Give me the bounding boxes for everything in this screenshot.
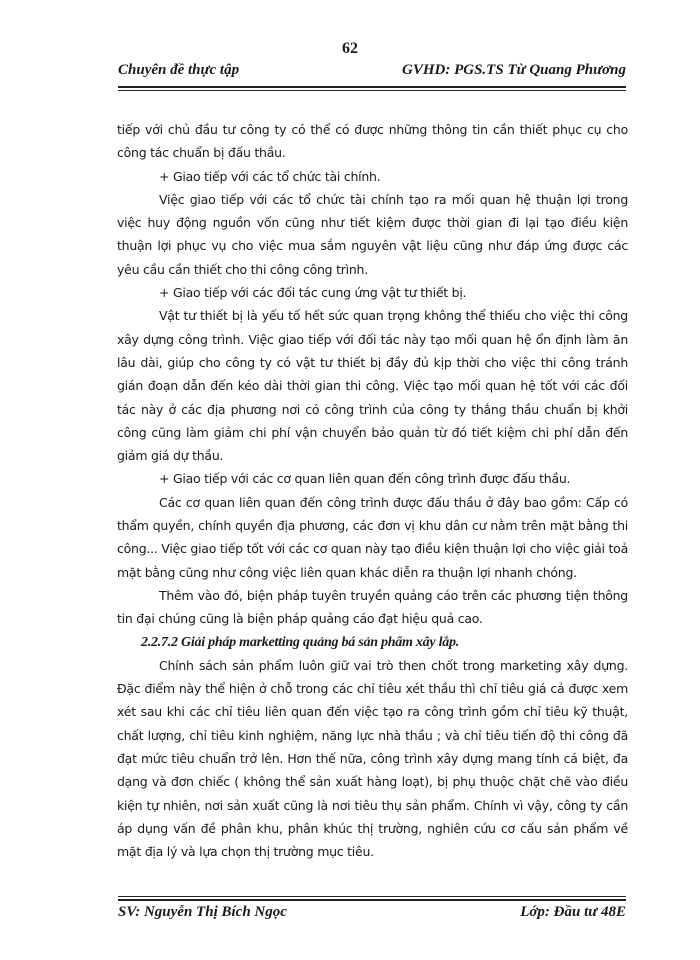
paragraph-continuation: tiếp với chủ đầu tư công ty có thể có được những thông tin cần thiết phục cụ cho công tác chuẩn bị đấu thầu. [117, 122, 628, 161]
bullet-related-agencies: + Giao tiếp với các cơ quan liên quan đến công trình được đấu thầu. [159, 471, 571, 487]
footer-class: Lớp: Đầu tư 48E [520, 904, 626, 920]
paragraph-financial-institutions: Việc giao tiếp với các tổ chức tài chính tạo ra mối quan hệ thuận lợi trong việc huy động nguồn vốn cũng như tiết kiệm được thời gian đi lại tạo điều kiện thuận lợi phục vụ cho việc mua sắm nguyên vật liệu cũng như đáp ứng được các yêu cầu cần thiết cho thi công công trình. [117, 191, 628, 277]
paragraph-product-policy: Chính sách sản phẩm luôn giữ vai trò then chốt trong marketing xây dựng. Đặc điểm này thể hiện ở chỗ trong các chỉ tiêu xét thầu thì chỉ tiêu giá cả được xem xét sau khi các chỉ tiêu liên quan đến việc tạo ra công trình gồm chỉ tiêu kỹ thuật, chất lượng, chỉ tiêu kinh nghiệm, năng lực nhà thầu ; và chỉ tiêu tiến độ thi công đã đạt mức tiêu chuẩn trở lên. Hơn thế nữa, công trình xây dựng mang tính cá biệt, đa dạng và đơn chiếc ( không thể sản xuất hàng loạt), bị phụ thuộc chặt chẽ vào điều kiện tự nhiên, nơi sản xuất cũng là nơi tiêu thụ sản phẩm. Chính vì vậy, công ty cần áp dụng vấn đề phân khu, phân khúc thị trường, nghiên cứu cơ cấu sản phẩm về mặt địa lý và lựa chọn thị trường mục tiêu. [117, 657, 628, 860]
header-supervisor: GVHD: PGS.TS Từ Quang Phương [402, 62, 626, 78]
body-text [117, 118, 628, 864]
page-header [118, 62, 626, 79]
page-number: 62 [342, 40, 358, 57]
paragraph-related-agencies: Các cơ quan liên quan đến công trình được đấu thầu ở đây bao gồm: Cấp có thẩm quyền, chính quyền địa phương, các đơn vị khu dân cư nằm trên mặt bằng thi công... Việc giao tiếp tốt với các cơ quan này tạo điều kiện thuận lợi cho việc giải toả mặt bằng cũng như công việc liên quan khác diễn ra thuận lợi nhanh chóng. [117, 494, 628, 580]
header-course-title: Chuyên đề thực tập [118, 62, 240, 78]
page-footer [118, 904, 626, 921]
paragraph-advertising: Thêm vào đó, biện pháp tuyên truyền quảng cáo trên các phương tiện thông tin đại chúng cũng là biện pháp quảng cáo đạt hiệu quả cao. [117, 587, 628, 627]
header-rule [118, 86, 626, 91]
section-heading: 2.2.7.2 Giải pháp marketting quảng bá sản phẩm xây lắp. [141, 634, 460, 650]
bullet-suppliers: + Giao tiếp với các đối tác cung ứng vật tư thiết bị. [159, 285, 467, 301]
paragraph-suppliers: Vật tư thiết bị là yếu tố hết sức quan trọng không thể thiếu cho việc thi công xây dựng công trình. Việc giao tiếp với đối tác này tạo mối quan hệ ổn định làm ăn lâu dài, giúp cho công ty có vật tư thiết bị đầy đủ kịp thời cho việc thi công tránh gián đoạn dẫn đến kéo dài thời gian thi công. Việc tạo mối quan hệ tốt với các đối tác này ở các địa phương nơi có công trình của công ty thắng thầu chuẩn bị khởi công cũng làm giảm chi phí vận chuyển bảo quản từ đó tiết kiệm chi phí dẫn đến giảm giá dự thầu. [117, 308, 628, 464]
footer-student: SV: Nguyễn Thị Bích Ngọc [118, 904, 287, 920]
footer-rule [118, 896, 626, 901]
bullet-financial-institutions: + Giao tiếp với các tổ chức tài chính. [159, 168, 381, 184]
